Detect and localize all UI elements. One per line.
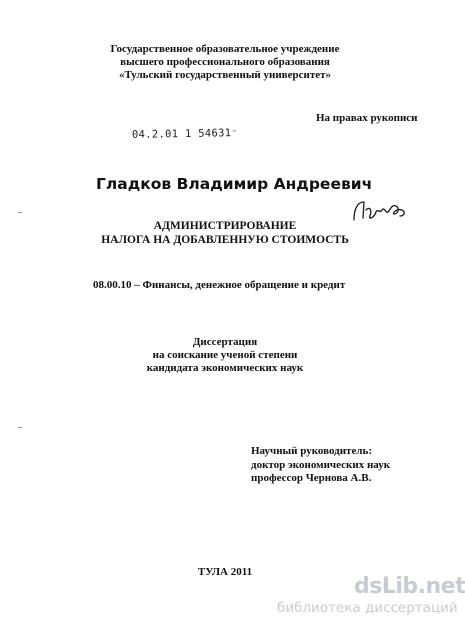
thesis-title: [0, 219, 450, 247]
thesis-title-line-2: НАЛОГА НА ДОБАВЛЕННУЮ СТОИМОСТЬ: [101, 234, 349, 246]
institution-line-1: Государственное образовательное учреждение: [110, 43, 340, 55]
advisor-line-2: доктор экономических наук: [251, 458, 391, 471]
city-year: ТУЛА 2011: [197, 566, 253, 578]
margin-tick-mark: [18, 212, 22, 213]
watermark-logo: dsLib.net: [354, 574, 465, 599]
degree-block: [0, 336, 450, 375]
margin-tick-mark: [18, 427, 22, 428]
degree-line-1: Диссертация: [192, 336, 258, 348]
thesis-title-line-1: АДМИНИСТРИРОВАНИЕ: [153, 220, 297, 232]
rights-note: На правах рукописи: [316, 112, 418, 124]
degree-line-2: на соискание ученой степени: [152, 349, 298, 361]
specialty-code: 08.00.10 – Финансы, денежное обращение и кредит: [93, 279, 346, 291]
advisor-block: [251, 445, 390, 486]
library-stamp-number: 04.2.01 1 54631⁻: [131, 127, 239, 141]
institution-line-3: «Тульский государственный университет»: [118, 69, 332, 81]
author-name: Гладков Владимир Андреевич: [96, 175, 373, 193]
advisor-line-1: Научный руководитель:: [251, 445, 372, 457]
degree-line-3: кандидата экономических наук: [146, 362, 304, 374]
institution-block: [0, 43, 450, 82]
institution-line-2: высшего профессионального образования: [120, 56, 330, 68]
watermark-subtitle: библиотека диссертаций: [277, 600, 458, 616]
advisor-line-3: профессор Чернова А.В.: [251, 472, 372, 484]
